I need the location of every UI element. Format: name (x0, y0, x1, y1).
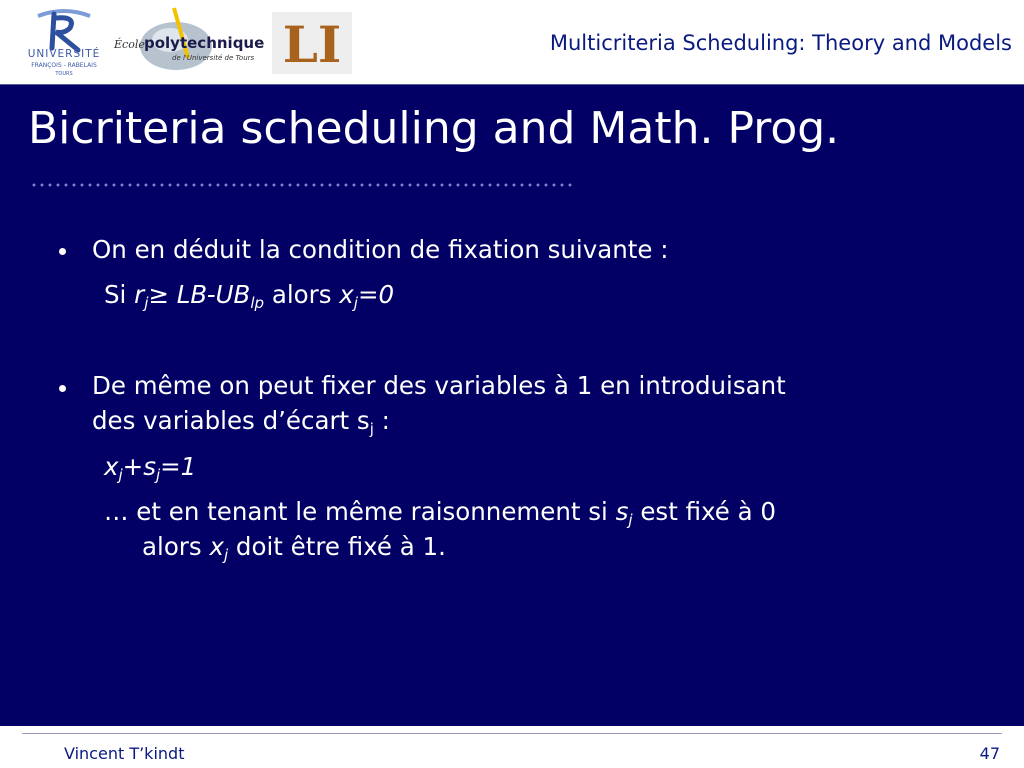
eq-plus: + (122, 452, 144, 481)
eq-x-sub: j (118, 466, 123, 484)
footer-bar (0, 726, 1024, 768)
footer-divider (22, 733, 1002, 734)
reasoning-s: s (615, 497, 629, 526)
polytechnique-label: polytechnique (144, 34, 265, 52)
reasoning-x: x (209, 532, 224, 561)
x-var: x (339, 280, 354, 309)
bullet-2-line-2 (92, 406, 390, 438)
francois-rabelais-label: FRANÇOIS - RABELAIS (31, 62, 97, 69)
si-word: Si (104, 280, 127, 309)
reasoning-text-b: est fixé à 0 (632, 497, 777, 526)
bullet-1-text: On en déduit la condition de fixation suivante : (92, 235, 669, 264)
r-var: r (134, 280, 145, 309)
course-title: Multicriteria Scheduling: Theory and Models (549, 31, 1012, 55)
universite-label: UNIVERSITÉ (27, 48, 101, 60)
bullet-2-dot (59, 385, 66, 392)
alors-text: alors (142, 532, 210, 561)
polytechnique-logo (112, 6, 272, 76)
s-subscript: j (369, 420, 374, 438)
reasoning-text-a: … et en tenant le même raisonnement si (104, 497, 616, 526)
r-subscript: j (144, 294, 149, 312)
bullet-1-dot (59, 248, 66, 255)
ge-symbol: ≥ (148, 280, 169, 309)
page-number: 47 (979, 744, 1000, 763)
reasoning-line-2 (142, 532, 446, 564)
footer-author: Vincent T’kindt (64, 744, 185, 763)
lb-ub-term: LB-UB (176, 280, 251, 309)
fixe-a-un-text: doit être fixé à 1. (228, 532, 446, 561)
bullet-2-line-1: De même on peut fixer des variables à 1 en introduisant (92, 371, 786, 400)
slide-title: Bicriteria scheduling and Math. Prog. (28, 103, 840, 154)
lp-subscript: lp (250, 294, 265, 312)
slack-equation (104, 452, 197, 484)
eq-s: s (143, 452, 156, 481)
reasoning-line-1 (104, 497, 777, 529)
li-label: LI (282, 15, 342, 74)
fixation-condition-formula (104, 280, 395, 312)
slide-body (0, 84, 1024, 727)
tours-label: TOURS (55, 71, 73, 77)
eq-zero: =0 (357, 280, 395, 309)
alors-word: alors (271, 280, 332, 309)
title-dotted-rule (30, 183, 574, 187)
li-logo (272, 10, 354, 76)
reasoning-s-sub: j (628, 511, 633, 529)
universite-de-tours-label: de l'Université de Tours (172, 54, 255, 62)
eq-one: =1 (160, 452, 197, 481)
universite-tours-logo (16, 4, 112, 78)
eq-s-sub: j (155, 466, 161, 484)
header-bar (0, 0, 1024, 84)
reasoning-x-sub: j (223, 546, 229, 564)
eq-x: x (104, 452, 119, 481)
ecole-label: École (114, 38, 145, 51)
x-subscript: j (353, 294, 358, 312)
ecart-text: des variables d’écart s (92, 406, 370, 435)
colon-text: : (373, 406, 390, 435)
